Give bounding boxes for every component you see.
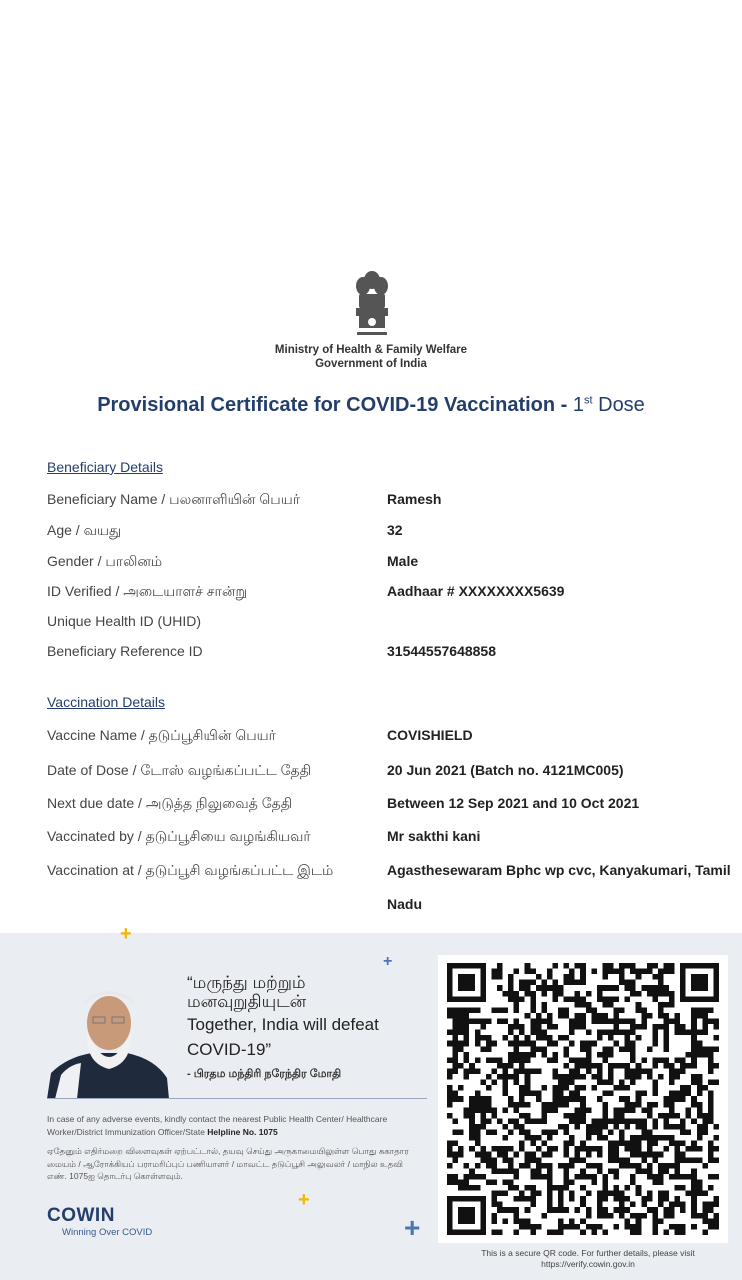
field-value: COVISHIELD [387, 727, 473, 743]
cowin-logo: COWIN [47, 1205, 115, 1226]
qr-caption [430, 1248, 742, 1270]
field-value: Aadhaar # XXXXXXXX5639 [387, 583, 565, 599]
cowin-tagline: Winning Over COVID [62, 1227, 153, 1238]
page-title: Provisional Certificate for COVID-19 Vaccination - 1st Dose [97, 394, 645, 416]
qr-caption-text: This is a secure QR code. For further details, please visit [481, 1248, 695, 1258]
plus-decor-icon: + [383, 953, 393, 970]
field-label: Vaccine Name / தடுப்பூசியின் பெயர் [47, 727, 276, 743]
field-value: Between 12 Sep 2021 and 10 Oct 2021 [387, 795, 640, 811]
field-value: Mr sakthi kani [387, 828, 481, 844]
field-label: Unique Health ID (UHID) [47, 613, 202, 629]
quote-line: COVID-19” [187, 1040, 272, 1059]
verify-link[interactable]: https://verify.cowin.gov.in [541, 1259, 635, 1269]
field-value: 31544557648858 [387, 643, 497, 659]
adverse-events-note: In case of any adverse events, kindly contact the nearest Public Health Center/ Healthcare Worker/District Immunization Officer/State Helpline No. 1075 [47, 1114, 388, 1137]
quote-line: மனவுறுதியுடன் [187, 992, 307, 1011]
field-label: Vaccination at / தடுப்பூசி வழங்கப்பட்ட இடம் [47, 862, 334, 878]
field-label: Age / வயது [47, 522, 122, 538]
field-label: Next due date / அடுத்த நிலுவைத் தேதி [47, 795, 293, 811]
ministry-name: Ministry of Health & Family Welfare [274, 344, 468, 356]
field-label: Gender / பாலினம் [47, 553, 163, 569]
beneficiary-details-heading: Beneficiary Details [47, 459, 163, 475]
government-name: Government of India [315, 358, 427, 370]
field-value: Ramesh [387, 491, 442, 507]
field-value: 32 [387, 522, 403, 538]
field-value: 20 Jun 2021 (Batch no. 4121MC005) [387, 762, 624, 778]
quote-line: “மருந்து மற்றும் [187, 973, 306, 992]
divider [47, 1098, 427, 1099]
quote [187, 971, 379, 1061]
quote-line: Together, India will defeat [187, 1015, 379, 1034]
qr-code[interactable] [446, 963, 720, 1235]
adverse-events-note-tamil: ஏதேனும் எதிர்மறை விளைவுகள் ஏற்பட்டால், தயவு செய்து அருகாமையிலுள்ள பொது சுகாதார மையம் / ஆரோக்கியப் பராமரிப்புப் பணியாளர் / மாவட்ட தடுப்பூசி அலுவலர் / மாநில உதவி எண். 1075ஐ தொடர்பு கொள்ளவும். [47, 1146, 409, 1181]
plus-decor-icon: + [298, 1189, 310, 1211]
plus-decor-icon: + [404, 1212, 421, 1243]
field-value: Male [387, 553, 419, 569]
field-label: Beneficiary Reference ID [47, 643, 203, 659]
prime-minister-photo [47, 983, 169, 1099]
field-label: Beneficiary Name / பலனாளியின் பெயர் [47, 491, 301, 507]
qr-code-container [438, 955, 728, 1243]
vaccination-details-heading: Vaccination Details [47, 694, 166, 710]
field-label: Date of Dose / டோஸ் வழங்கப்பட்ட தேதி [47, 762, 312, 778]
national-emblem-icon [351, 268, 393, 340]
field-label: Vaccinated by / தடுப்பூசியை வழங்கியவர் [47, 828, 311, 844]
plus-decor-icon: + [120, 923, 132, 945]
field-label: ID Verified / அடையாளச் சான்று [47, 583, 248, 599]
field-value: Agasthesewaram Bphc wp cvc, Kanyakumari, Tamil Nadu [387, 862, 731, 912]
qr-modules [447, 963, 719, 1235]
quote-attribution: - பிரதம மந்திரி நரேந்திர மோதி [187, 1068, 342, 1080]
